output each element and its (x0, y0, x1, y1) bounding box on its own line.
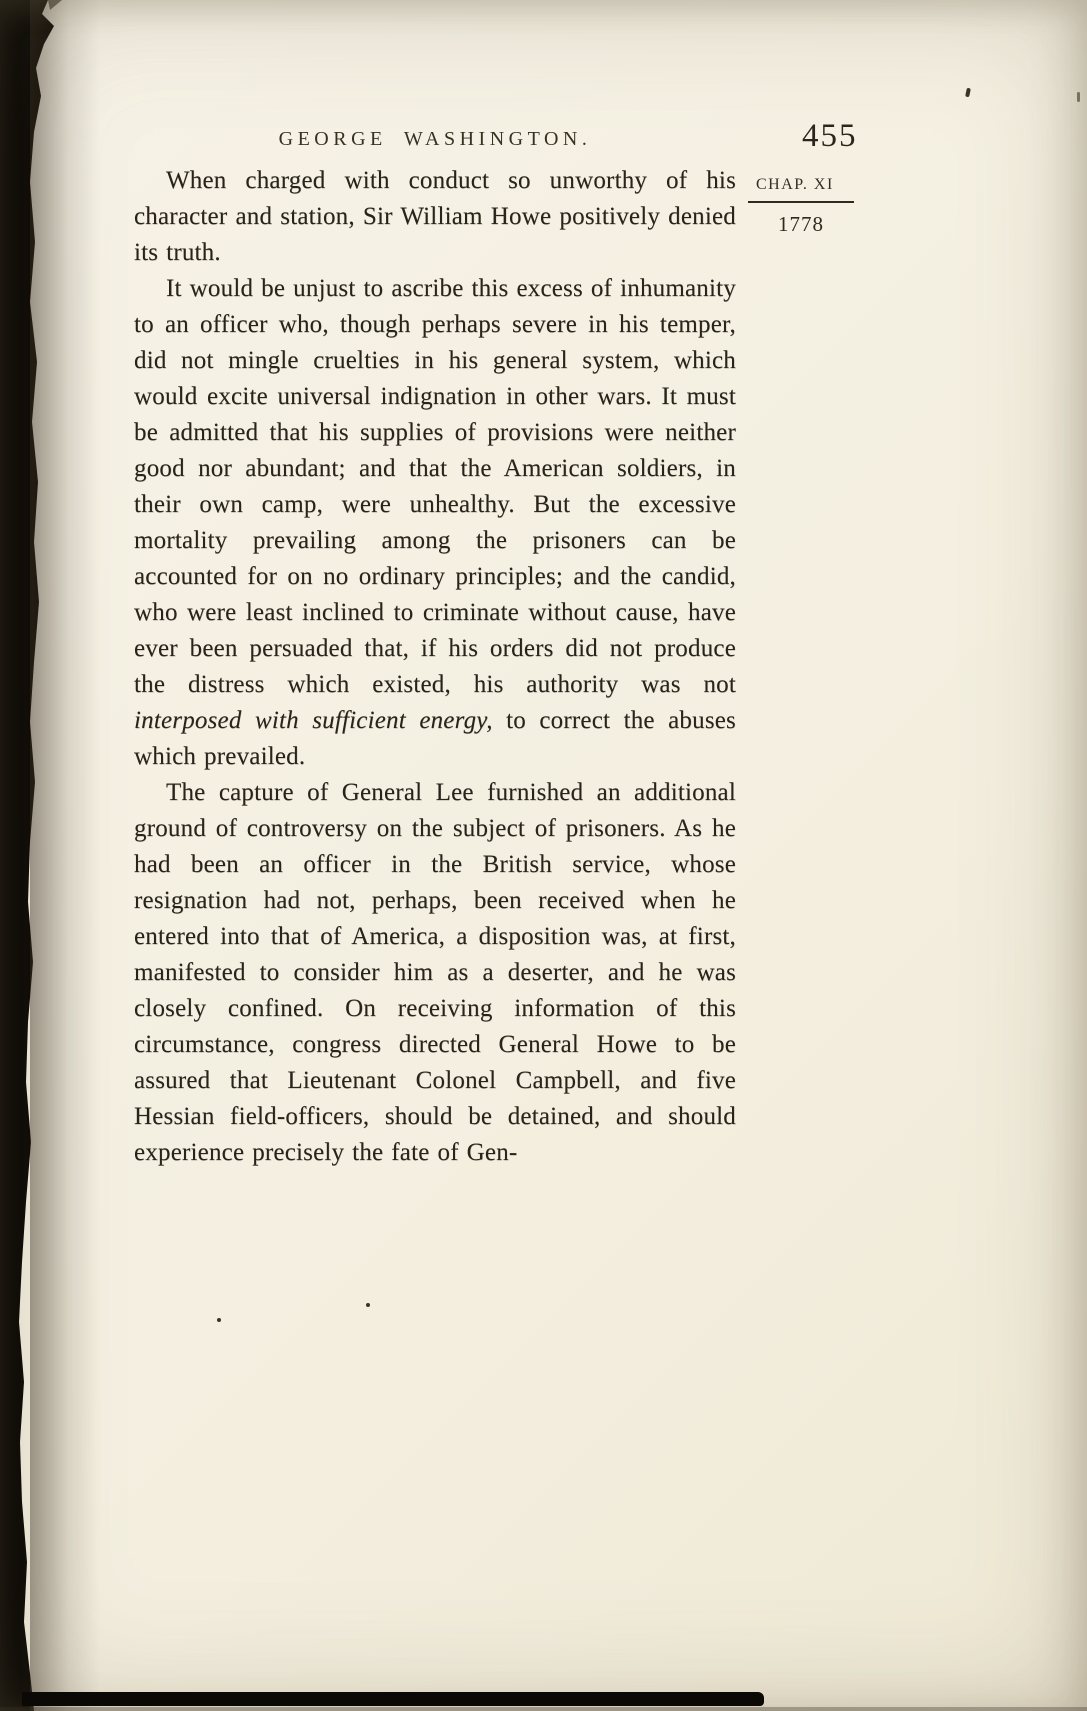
margin-notes (748, 176, 854, 237)
paragraph: When charged with conduct so unworthy of his character and station, Sir William Howe positively denied its truth. (134, 167, 736, 266)
paragraph: The capture of General Lee furnished an additional ground of controversy on the subject of prisoners. As he had been an officer in the British service, whose resignation had not, perhaps, been received when he entered into that of America, a disposition was, at first, manifested to consider him as a deserter, and he was closely confined. On receiving information of this circumstance, congress directed General Howe to be assured that Lieutenant Colonel Campbell, and five Hessian field-officers, should be detained, and should experience precisely the fate of Gen- (134, 779, 736, 1166)
paragraph-text: It would be unjust to ascribe this excess of inhumanity to an officer who, though perhaps severe in his temper, did not mingle cruelties in his general system, which would excite universal indignation in other wars. It must be admitted that his supplies of provisions were neither good nor abundant; and that the American soldiers, in their own camp, were unhealthy. But the excessive mortality prevailing among the prisoners can be accounted for on no ordinary principles; and the candid, who were least inclined to criminate without cause, have ever been persuaded that, if his orders did not produce the distress which existed, his authority was not (134, 275, 736, 698)
italic-phrase: interposed with sufficient energy, (134, 707, 493, 734)
paragraph-text: to correct the abuses which prevailed. (134, 707, 736, 770)
scan-bottom-bar (22, 1692, 764, 1706)
year-label: 1778 (778, 212, 824, 236)
scan-bottom-strip (0, 1707, 1087, 1711)
page-body (134, 163, 736, 1171)
binding-edge (0, 0, 70, 1711)
scan-speck (965, 88, 971, 98)
scan-speck (217, 1318, 221, 1322)
page-number: 455 (802, 118, 858, 154)
margin-rule (748, 201, 854, 203)
binding-shadow (30, 0, 100, 1711)
scan-speck (366, 1303, 370, 1307)
running-title: GEORGE WASHINGTON. (278, 128, 592, 150)
paragraph (134, 271, 736, 775)
scan-speck (1077, 92, 1080, 102)
page-header (135, 128, 735, 151)
chapter-label: CHAP. XI (756, 176, 834, 193)
